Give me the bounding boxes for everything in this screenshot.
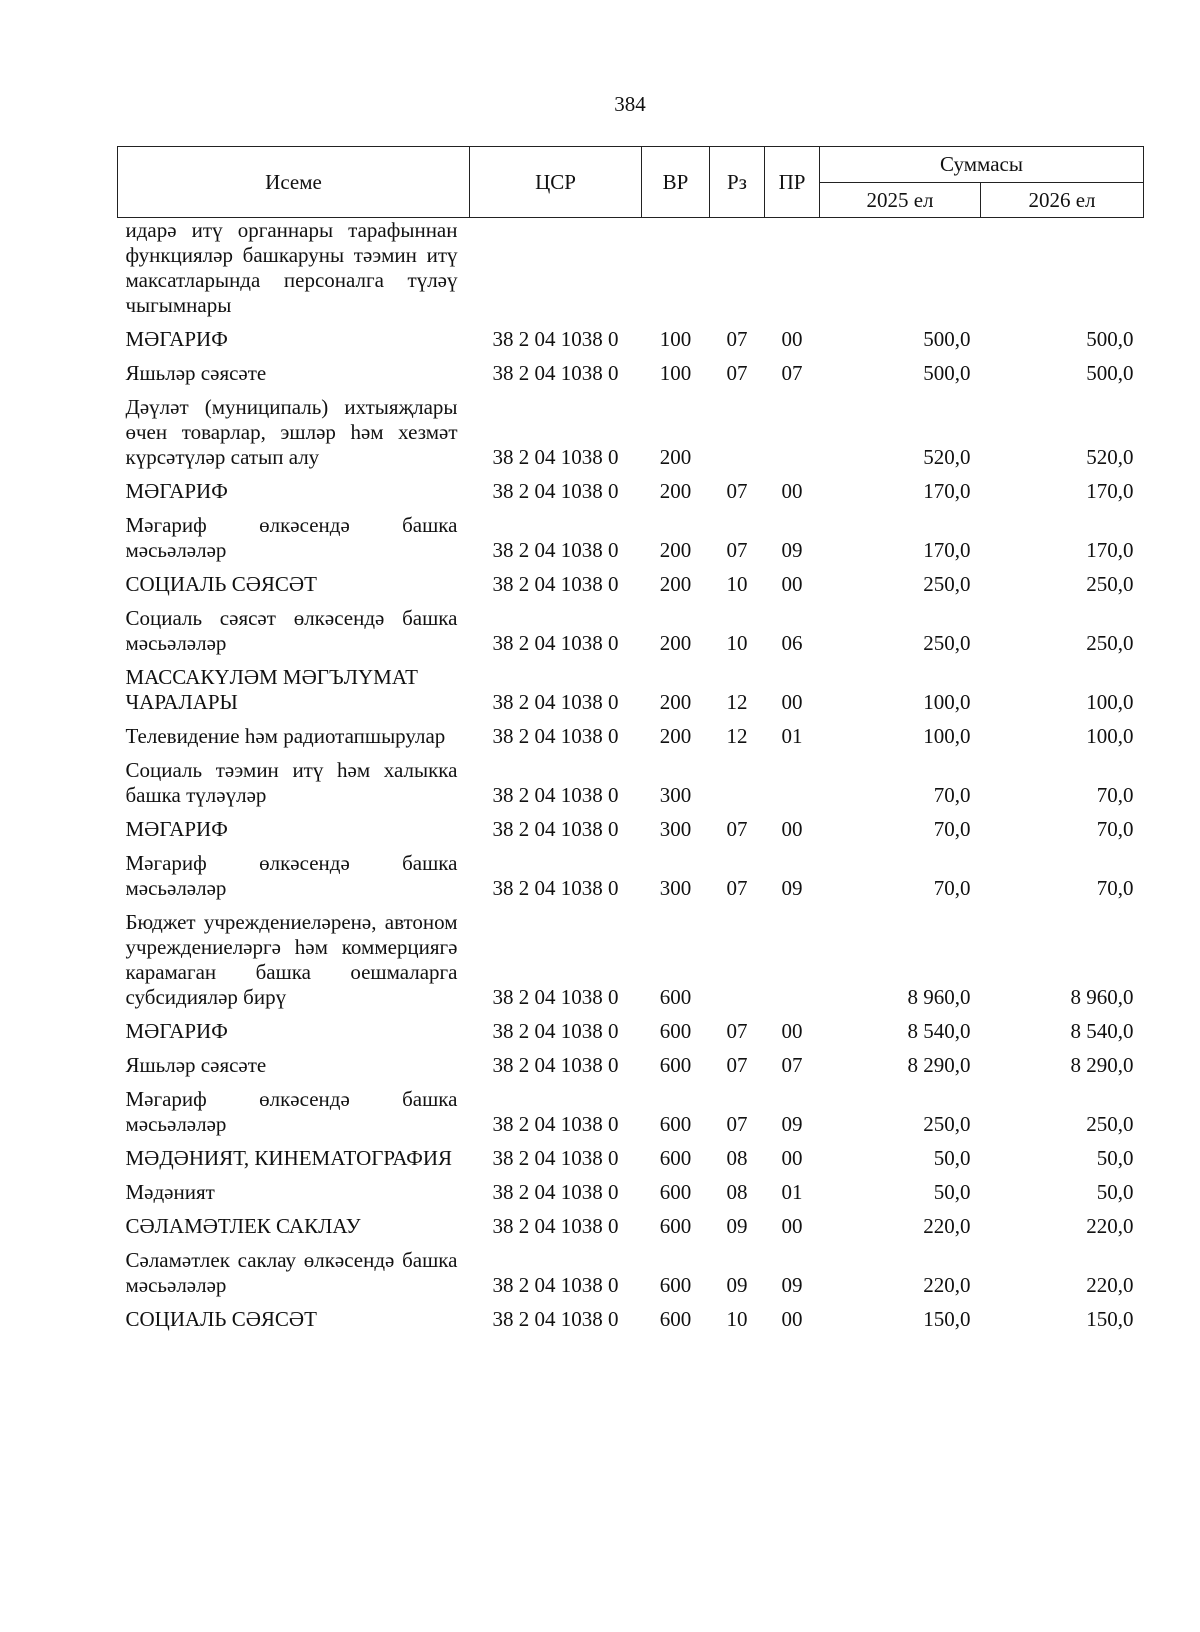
row-amount-2026: 8 290,0 [1070, 1053, 1134, 1077]
row-spacer-cell [118, 352, 1144, 361]
row-amount-2025: 70,0 [933, 783, 971, 807]
row-pr: 00 [781, 817, 803, 841]
row-rz: 10 [726, 1307, 748, 1331]
row-csr: 38 2 04 1038 0 [492, 985, 619, 1009]
row-amount-2025: 8 290,0 [907, 1053, 971, 1077]
row-amount-2025: 70,0 [933, 876, 971, 900]
header-pr: ПР [765, 147, 820, 218]
row-pr: 00 [781, 327, 803, 351]
table-row [118, 817, 1144, 842]
row-csr: 38 2 04 1038 0 [492, 783, 619, 807]
row-csr: 38 2 04 1038 0 [492, 1053, 619, 1077]
row-amount-2026: 250,0 [1086, 631, 1134, 655]
row-pr: 09 [781, 538, 803, 562]
row-csr: 38 2 04 1038 0 [492, 1019, 619, 1043]
row-amount-2025: 50,0 [933, 1180, 971, 1204]
row-rz: 09 [726, 1273, 748, 1297]
table-row [118, 327, 1144, 352]
row-spacer-cell [118, 808, 1144, 817]
row-spacer-cell [118, 563, 1144, 572]
row-csr: 38 2 04 1038 0 [492, 876, 619, 900]
row-spacer-cell [118, 1078, 1144, 1087]
row-pr: 01 [781, 724, 803, 748]
row-csr: 38 2 04 1038 0 [492, 1307, 619, 1331]
row-csr [470, 218, 642, 319]
row-rz: 07 [726, 327, 748, 351]
row-name: идарә итү органнары тарафыннан функцияләр башкаруны тәэмин итү максатларында персоналга түләү чыгымнары [125, 218, 458, 317]
table-row [118, 1053, 1144, 1078]
row-vr: 600 [659, 1112, 692, 1136]
row-amount-2026: 50,0 [1096, 1180, 1134, 1204]
row-spacer [118, 842, 1144, 851]
row-spacer-cell [118, 470, 1144, 479]
row-vr: 200 [659, 479, 692, 503]
row-vr: 600 [659, 1146, 692, 1170]
row-amount-2025: 250,0 [923, 1112, 971, 1136]
row-amount-2026: 250,0 [1086, 1112, 1134, 1136]
row-amount-2026: 520,0 [1086, 445, 1134, 469]
row-pr: 06 [781, 631, 803, 655]
row-spacer [118, 504, 1144, 513]
row-amount-2025: 100,0 [923, 724, 971, 748]
row-rz: 07 [726, 361, 748, 385]
row-amount-2025: 170,0 [923, 538, 971, 562]
row-name: МӘГАРИФ [125, 1019, 228, 1043]
row-amount-2026: 70,0 [1096, 876, 1134, 900]
table-body [118, 218, 1144, 1333]
row-vr: 100 [659, 361, 692, 385]
row-spacer-cell [118, 1044, 1144, 1053]
row-name: Бюджет учреждениеләренә, автоном учреждениеләргә һәм коммерциягә карамаган башка оешмаларга субсидияләр бирү [125, 910, 458, 1009]
row-vr: 300 [659, 783, 692, 807]
table-row [118, 1248, 1144, 1298]
table-row [118, 758, 1144, 808]
row-amount-2026: 500,0 [1086, 327, 1134, 351]
table-row [118, 851, 1144, 901]
row-amount-2025: 150,0 [923, 1307, 971, 1331]
table-row [118, 665, 1144, 715]
row-rz: 12 [726, 690, 748, 714]
row-rz: 10 [726, 572, 748, 596]
row-pr [765, 395, 820, 470]
row-spacer [118, 656, 1144, 665]
row-pr [765, 218, 820, 319]
table-row [118, 1180, 1144, 1205]
row-spacer [118, 386, 1144, 395]
row-rz [710, 910, 765, 1010]
row-rz: 07 [726, 479, 748, 503]
row-csr: 38 2 04 1038 0 [492, 817, 619, 841]
row-rz: 07 [726, 1112, 748, 1136]
table-row [118, 910, 1144, 1010]
table-row [118, 572, 1144, 597]
row-vr: 600 [659, 1180, 692, 1204]
row-amount-2025: 250,0 [923, 631, 971, 655]
budget-table [117, 146, 1144, 1332]
table-row [118, 361, 1144, 386]
row-vr: 600 [659, 1273, 692, 1297]
row-amount-2026: 170,0 [1086, 479, 1134, 503]
row-name: СӘЛАМӘТЛЕК САКЛАУ [125, 1214, 361, 1238]
row-rz: 09 [726, 1214, 748, 1238]
page-number: 384 [614, 92, 646, 116]
row-name: Мәгариф өлкәсендә башка мәсьәләләр [125, 513, 458, 562]
row-pr: 07 [781, 1053, 803, 1077]
row-pr: 00 [781, 1307, 803, 1331]
header-rz: Рз [710, 147, 765, 218]
row-spacer [118, 1239, 1144, 1248]
row-amount-2025: 500,0 [923, 361, 971, 385]
row-amount-2026: 500,0 [1086, 361, 1134, 385]
row-csr: 38 2 04 1038 0 [492, 361, 619, 385]
row-spacer [118, 470, 1144, 479]
row-amount-2025: 70,0 [933, 817, 971, 841]
row-csr: 38 2 04 1038 0 [492, 479, 619, 503]
header-csr: ЦСР [470, 147, 642, 218]
row-name: Мәдәният [125, 1180, 215, 1204]
row-name: Социаль сәясәт өлкәсендә башка мәсьәләләр [125, 606, 458, 655]
row-rz: 07 [726, 1053, 748, 1077]
row-spacer [118, 901, 1144, 910]
row-amount-2026 [981, 218, 1144, 319]
row-amount-2026: 170,0 [1086, 538, 1134, 562]
row-spacer-cell [118, 1137, 1144, 1146]
row-name: Социаль тәэмин итү һәм халыкка башка түләүләр [125, 758, 458, 807]
row-spacer [118, 715, 1144, 724]
row-pr: 00 [781, 479, 803, 503]
row-vr: 600 [659, 1019, 692, 1043]
row-rz [710, 395, 765, 470]
header-name: Исеме [118, 147, 470, 218]
row-amount-2025: 8 960,0 [907, 985, 971, 1009]
row-spacer-cell [118, 749, 1144, 758]
row-amount-2025: 8 540,0 [907, 1019, 971, 1043]
row-rz: 12 [726, 724, 748, 748]
row-name: Мәгариф өлкәсендә башка мәсьәләләр [125, 1087, 458, 1136]
row-name: Сәламәтлек саклау өлкәсендә башка мәсьәләләр [125, 1248, 458, 1297]
row-spacer-cell [118, 1239, 1144, 1248]
row-vr: 300 [659, 876, 692, 900]
row-name: МӘДӘНИЯТ, КИНЕМАТОГРАФИЯ [125, 1146, 453, 1170]
table-row [118, 1307, 1144, 1332]
row-name: Телевидение һәм радиотапшырулар [125, 724, 446, 748]
row-spacer [118, 1044, 1144, 1053]
row-name: МАССАКҮЛӘМ МӘГЪЛҮМАТ ЧАРАЛАРЫ [125, 665, 418, 714]
row-rz: 07 [726, 817, 748, 841]
row-rz: 07 [726, 1019, 748, 1043]
row-spacer-cell [118, 1205, 1144, 1214]
row-spacer [118, 352, 1144, 361]
row-amount-2025: 500,0 [923, 327, 971, 351]
row-csr: 38 2 04 1038 0 [492, 1180, 619, 1204]
row-amount-2026: 70,0 [1096, 783, 1134, 807]
row-rz [710, 758, 765, 808]
row-pr: 00 [781, 690, 803, 714]
row-amount-2026: 70,0 [1096, 817, 1134, 841]
row-pr: 00 [781, 572, 803, 596]
row-vr: 200 [659, 538, 692, 562]
row-spacer-cell [118, 318, 1144, 327]
header-year-2025: 2025 ел [820, 183, 981, 218]
row-amount-2025: 220,0 [923, 1214, 971, 1238]
row-amount-2025 [820, 218, 981, 319]
row-rz: 08 [726, 1180, 748, 1204]
row-spacer [118, 318, 1144, 327]
row-name: Мәгариф өлкәсендә башка мәсьәләләр [125, 851, 458, 900]
row-name: СОЦИАЛЬ СӘЯСӘТ [125, 572, 317, 596]
row-spacer [118, 1078, 1144, 1087]
row-vr: 600 [659, 1214, 692, 1238]
row-name: МӘГАРИФ [125, 479, 228, 503]
row-spacer [118, 1010, 1144, 1019]
row-name: МӘГАРИФ [125, 817, 228, 841]
table-row [118, 395, 1144, 470]
row-vr: 200 [659, 572, 692, 596]
row-name: Яшьләр сәясәте [125, 361, 267, 385]
row-spacer-cell [118, 901, 1144, 910]
row-spacer-cell [118, 386, 1144, 395]
row-amount-2026: 8 960,0 [1070, 985, 1134, 1009]
table-row [118, 1146, 1144, 1171]
row-csr: 38 2 04 1038 0 [492, 327, 619, 351]
row-pr: 00 [781, 1214, 803, 1238]
row-vr: 200 [659, 690, 692, 714]
row-csr: 38 2 04 1038 0 [492, 631, 619, 655]
row-vr: 200 [659, 445, 692, 469]
row-csr: 38 2 04 1038 0 [492, 1273, 619, 1297]
row-pr: 00 [781, 1019, 803, 1043]
row-vr: 600 [659, 985, 692, 1009]
row-spacer [118, 563, 1144, 572]
row-csr: 38 2 04 1038 0 [492, 1146, 619, 1170]
table-row [118, 479, 1144, 504]
header-year-2026: 2026 ел [981, 183, 1144, 218]
row-amount-2026: 250,0 [1086, 572, 1134, 596]
row-name: СОЦИАЛЬ СӘЯСӘТ [125, 1307, 317, 1331]
row-amount-2026: 220,0 [1086, 1273, 1134, 1297]
row-vr [642, 218, 710, 319]
row-spacer [118, 597, 1144, 606]
row-spacer-cell [118, 656, 1144, 665]
row-spacer [118, 749, 1144, 758]
row-rz [710, 218, 765, 319]
row-rz: 07 [726, 538, 748, 562]
row-csr: 38 2 04 1038 0 [492, 538, 619, 562]
row-rz: 08 [726, 1146, 748, 1170]
row-amount-2025: 100,0 [923, 690, 971, 714]
row-rz: 07 [726, 876, 748, 900]
row-vr: 600 [659, 1053, 692, 1077]
row-pr: 07 [781, 361, 803, 385]
row-spacer-cell [118, 1171, 1144, 1180]
row-pr: 09 [781, 876, 803, 900]
row-vr: 300 [659, 817, 692, 841]
row-amount-2026: 50,0 [1096, 1146, 1134, 1170]
row-spacer [118, 808, 1144, 817]
row-amount-2026: 100,0 [1086, 724, 1134, 748]
row-spacer-cell [118, 842, 1144, 851]
row-amount-2026: 8 540,0 [1070, 1019, 1134, 1043]
row-amount-2026: 150,0 [1086, 1307, 1134, 1331]
row-amount-2025: 250,0 [923, 572, 971, 596]
row-csr: 38 2 04 1038 0 [492, 572, 619, 596]
row-spacer [118, 1171, 1144, 1180]
row-pr: 09 [781, 1273, 803, 1297]
table-row [118, 606, 1144, 656]
row-spacer-cell [118, 504, 1144, 513]
row-amount-2025: 220,0 [923, 1273, 971, 1297]
row-spacer [118, 1137, 1144, 1146]
row-spacer-cell [118, 1010, 1144, 1019]
row-spacer [118, 1298, 1144, 1307]
row-name: Яшьләр сәясәте [125, 1053, 267, 1077]
row-vr: 100 [659, 327, 692, 351]
table-header [118, 147, 1144, 218]
header-vr: ВР [642, 147, 710, 218]
row-name: МӘГАРИФ [125, 327, 228, 351]
row-pr [765, 910, 820, 1010]
row-amount-2026: 100,0 [1086, 690, 1134, 714]
row-vr: 200 [659, 631, 692, 655]
table-row [118, 1087, 1144, 1137]
row-spacer [118, 1205, 1144, 1214]
row-vr: 600 [659, 1307, 692, 1331]
table-row [118, 218, 1144, 319]
row-csr: 38 2 04 1038 0 [492, 690, 619, 714]
row-amount-2025: 170,0 [923, 479, 971, 503]
row-pr: 00 [781, 1146, 803, 1170]
row-spacer-cell [118, 715, 1144, 724]
header-sums: Суммасы [820, 147, 1144, 183]
row-csr: 38 2 04 1038 0 [492, 1214, 619, 1238]
row-pr: 01 [781, 1180, 803, 1204]
row-amount-2026: 220,0 [1086, 1214, 1134, 1238]
table-row [118, 513, 1144, 563]
row-csr: 38 2 04 1038 0 [492, 724, 619, 748]
table-row [118, 1214, 1144, 1239]
row-csr: 38 2 04 1038 0 [492, 1112, 619, 1136]
row-name: Дәүләт (муниципаль) ихтыяҗлары өчен товарлар, эшләр һәм хезмәт күрсәтүләр сатып алу [125, 395, 458, 469]
row-rz: 10 [726, 631, 748, 655]
row-pr [765, 758, 820, 808]
row-amount-2025: 520,0 [923, 445, 971, 469]
row-csr: 38 2 04 1038 0 [492, 445, 619, 469]
row-pr: 09 [781, 1112, 803, 1136]
row-spacer-cell [118, 1298, 1144, 1307]
row-spacer-cell [118, 597, 1144, 606]
row-vr: 200 [659, 724, 692, 748]
table-row [118, 724, 1144, 749]
table-row [118, 1019, 1144, 1044]
row-amount-2025: 50,0 [933, 1146, 971, 1170]
